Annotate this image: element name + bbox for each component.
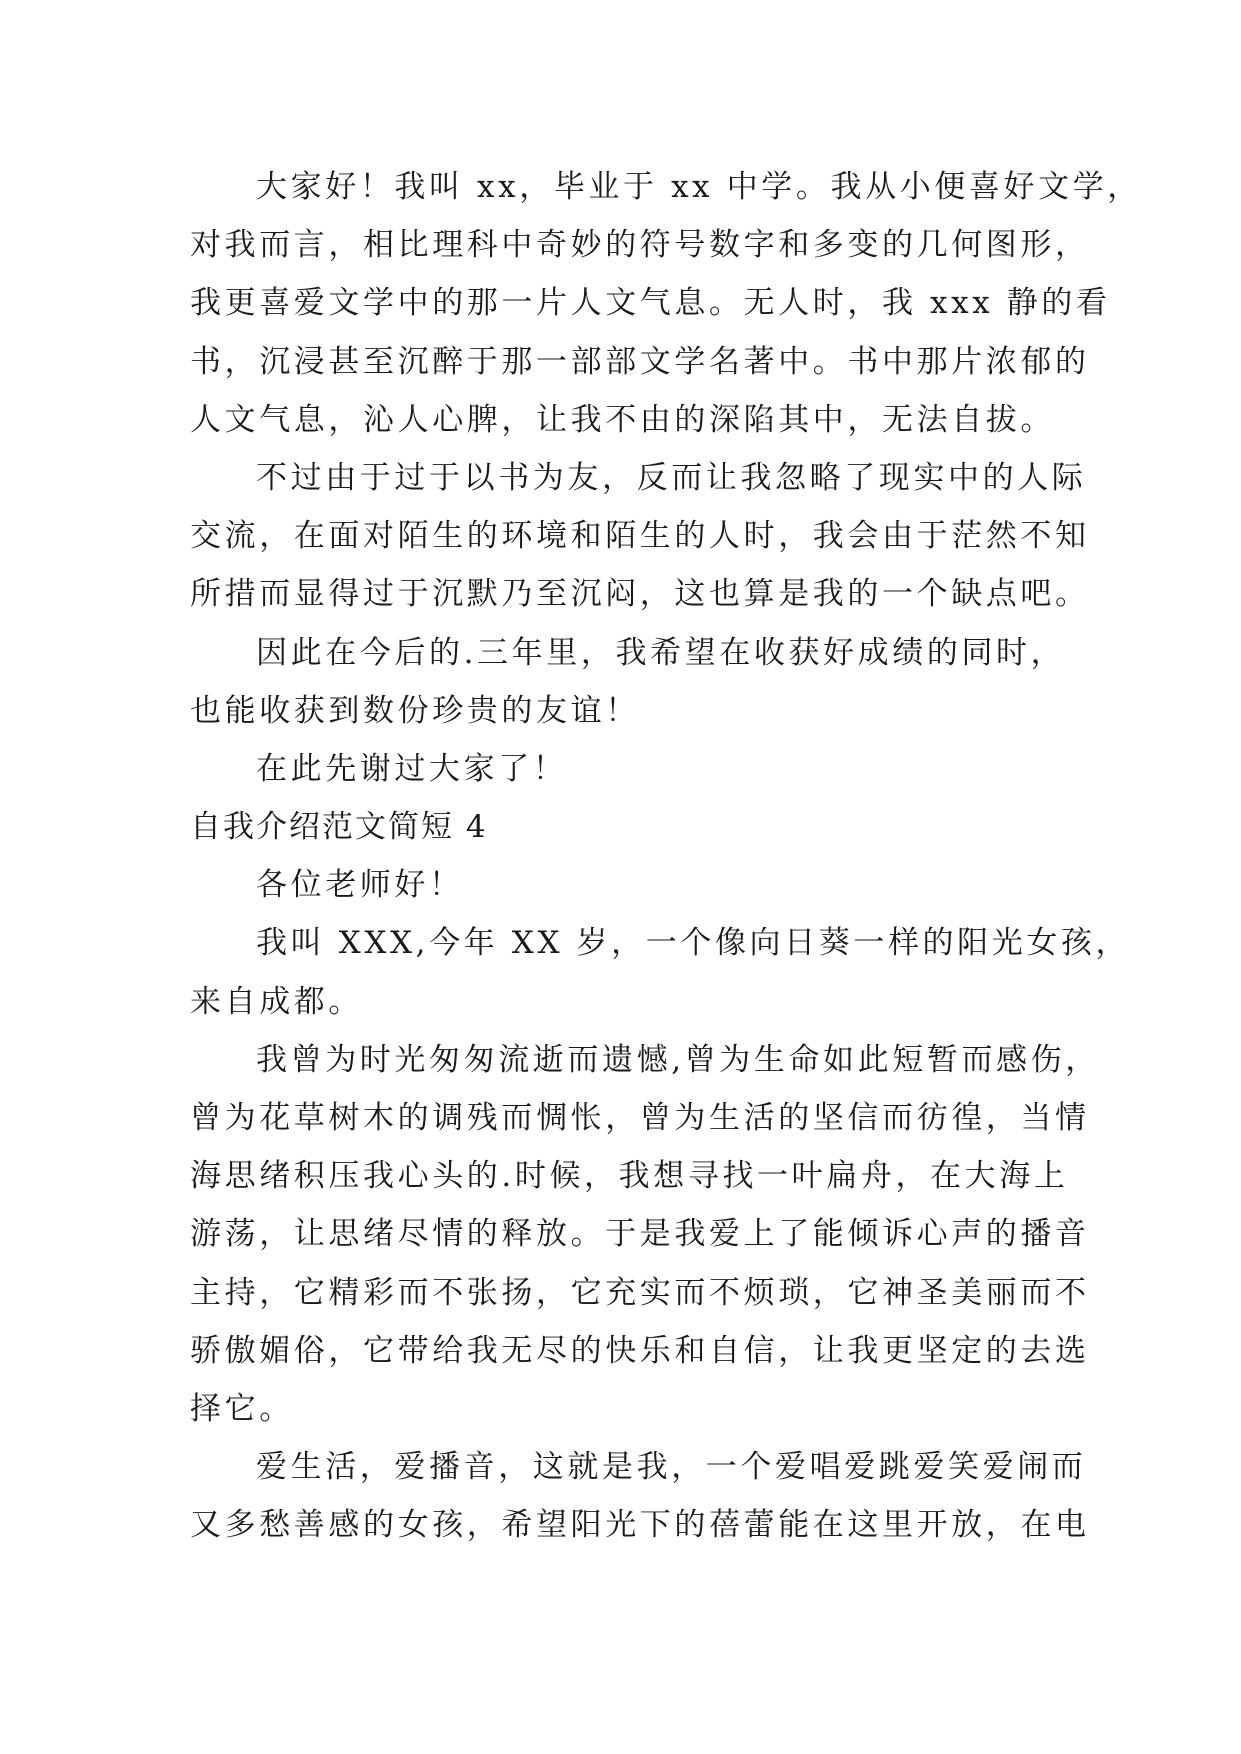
text-line: 我更喜爱文学中的那一片人文气息。无人时，我 xxx 静的看 [190, 285, 1111, 322]
text-line: 也能收获到数份珍贵的友谊！ [190, 692, 640, 729]
text-line: 不过由于过于以书为友，反而让我忽略了现实中的人际 [256, 459, 1087, 496]
text-line: 骄傲媚俗，它带给我无尽的快乐和自信，让我更坚定的去选 [190, 1332, 1090, 1369]
text-line: 各位老师好！ [256, 867, 464, 904]
text-line: 因此在今后的.三年里，我希望在收获好成绩的同时， [256, 634, 1066, 671]
text-line: 曾为花草树木的调残而惆怅，曾为生活的坚信而彷徨，当情 [190, 1100, 1090, 1136]
document-body [190, 158, 1142, 1555]
text-line: 海思绪积压我心头的.时候，我想寻找一叶扁舟，在大海上 [190, 1158, 1069, 1195]
text-line: 对我而言，相比理科中奇妙的符号数字和多变的几何图形， [190, 227, 1090, 264]
text-line: 我叫 XXX,今年 XX 岁，一个像向日葵一样的阳光女孩， [256, 925, 1131, 962]
text-line: 爱生活，爱播音，这就是我，一个爱唱爱跳爱笑爱闹而 [256, 1449, 1087, 1486]
text-line: 人文气息，沁人心脾，让我不由的深陷其中，无法自拔。 [190, 401, 1055, 438]
text-line: 所措而显得过于沉默乃至沉闷，这也算是我的一个缺点吧。 [190, 576, 1090, 613]
text-line: 交流，在面对陌生的环境和陌生的人时，我会由于茫然不知 [190, 518, 1090, 555]
text-line: 来自成都。 [190, 983, 363, 1020]
text-line: 主持，它精彩而不张扬，它充实而不烦琐，它神圣美丽而不 [190, 1274, 1090, 1311]
text-line: 我曾为时光匆匆流逝而遗憾,曾为生命如此短暂而感伤， [256, 1041, 1100, 1078]
text-line: 书，沉浸甚至沉醉于那一部部文学名著中。书中那片浓郁的 [190, 343, 1090, 380]
text-line: 择它。 [190, 1390, 294, 1427]
text-line: 在此先谢过大家了！ [256, 750, 568, 787]
text-line: 大家好！我叫 xx，毕业于 xx 中学。我从小便喜好文学， [256, 169, 1142, 205]
section-heading: 自我介绍范文简短 4 [190, 809, 488, 846]
text-line: 游荡，让思绪尽情的释放。于是我爱上了能倾诉心声的播音 [190, 1216, 1090, 1253]
text-line: 又多愁善感的女孩，希望阳光下的蓓蕾能在这里开放，在电 [190, 1507, 1090, 1544]
